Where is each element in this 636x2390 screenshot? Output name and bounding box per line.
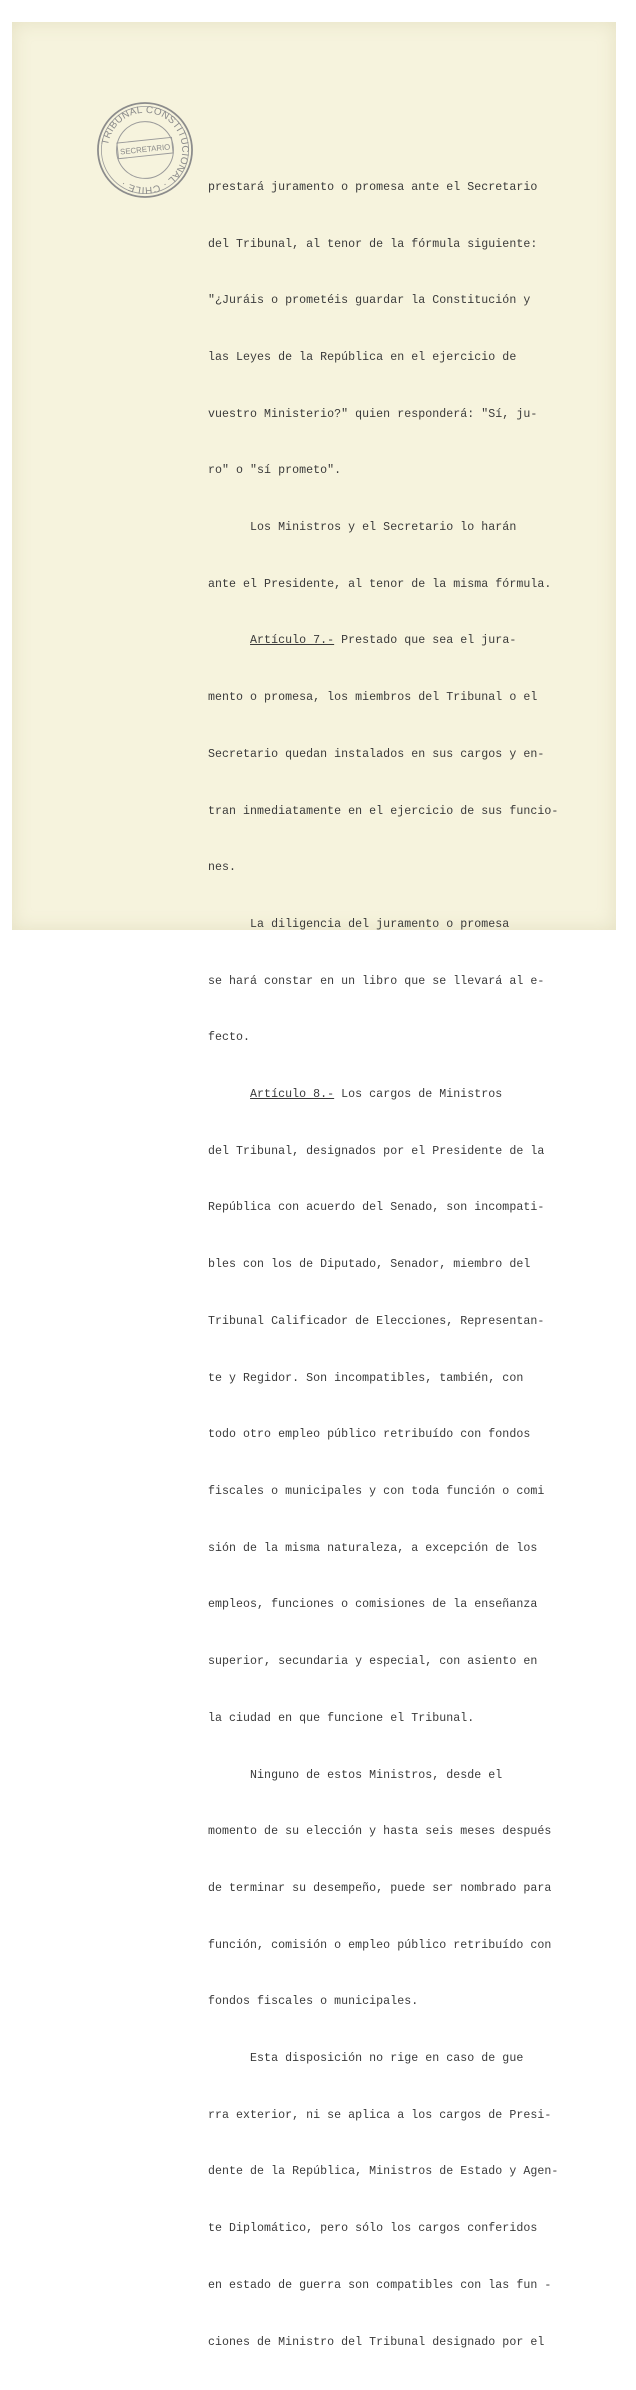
text-line: función, comisión o empleo público retribuído con	[208, 1938, 552, 1952]
text-line: empleos, funciones o comisiones de la enseñanza	[208, 1598, 538, 1612]
seal-inner-text: SECRETARIO	[119, 142, 171, 157]
text-line: superior, secundaria y especial, con asiento en	[208, 1655, 538, 1669]
text-line: rra exterior, ni se aplica a los cargos de Presi-	[208, 2108, 552, 2122]
text-line: Los Ministros y el Secretario lo harán	[208, 521, 517, 535]
text-line: sión de la misma naturaleza, a excepción de los	[208, 1541, 538, 1555]
text-line: del Tribunal, designados por el Presidente de la	[208, 1144, 545, 1158]
text-line: fondos fiscales o municipales.	[208, 1995, 419, 2009]
text-line: las Leyes de la República en el ejercicio de	[208, 350, 517, 364]
text-line: vuestro Ministerio?" quien responderá: "Sí, ju-	[208, 407, 538, 421]
text-line: ante el Presidente, al tenor de la misma fórmula.	[208, 577, 552, 591]
text-line: ro" o "sí prometo".	[208, 464, 342, 478]
text-line: todo otro empleo público retribuído con fondos	[208, 1428, 531, 1442]
article-7-heading-line: Artículo 7.- Prestado que sea el jura-	[250, 634, 517, 648]
text-line: en estado de guerra son compatibles con las fun -	[208, 2278, 552, 2292]
official-seal	[96, 101, 194, 199]
text-line: fecto.	[208, 1031, 251, 1045]
article-8-heading-line: Artículo 8.- Los cargos de Ministros	[250, 1088, 503, 1102]
document-page	[12, 22, 616, 2349]
text-line: se hará constar en un libro que se llevará al e-	[208, 974, 545, 988]
text-line: momento de su elección y hasta seis meses después	[208, 1825, 552, 1839]
text-line: Esta disposición no rige en caso de gue	[208, 2052, 524, 2066]
text-line: nes.	[208, 861, 237, 875]
text-line: prestará juramento o promesa ante el Secretario	[208, 180, 538, 194]
article-heading: Artículo 8.-	[250, 1088, 335, 1102]
text-line: Tribunal Calificador de Elecciones, Representan-	[208, 1314, 545, 1328]
text-line: dente de la República, Ministros de Estado y Agen-	[208, 2165, 559, 2179]
text-line: Ninguno de estos Ministros, desde el	[208, 1768, 503, 1782]
text-line: de terminar su desempeño, puede ser nombrado para	[208, 1881, 552, 1895]
text-line: La diligencia del juramento o promesa	[208, 917, 510, 931]
text-line: "¿Juráis o prometéis guardar la Constitución y	[208, 294, 531, 308]
text-line: bles con los de Diputado, Senador, miembro del	[208, 1258, 531, 1272]
text-line: ciones de Ministro del Tribunal designado por el	[208, 2335, 545, 2349]
document-body	[208, 141, 584, 2390]
seal-outer-text: TRIBUNAL CONSTITUCIONAL · CHILE ·	[100, 104, 191, 196]
text-line: mento o promesa, los miembros del Tribunal o el	[208, 691, 538, 705]
text-line: del Tribunal, al tenor de la fórmula siguiente:	[208, 237, 538, 251]
text-line: la ciudad en que funcione el Tribunal.	[208, 1711, 475, 1725]
text-line: te y Regidor. Son incompatibles, también, con	[208, 1371, 524, 1385]
text-line: fiscales o municipales y con toda función o comi	[208, 1484, 545, 1498]
article-heading: Artículo 7.-	[250, 634, 335, 648]
text-line: tran inmediatamente en el ejercicio de sus funcio-	[208, 804, 559, 818]
text-line: República con acuerdo del Senado, son incompati-	[208, 1201, 545, 1215]
text-line: Secretario quedan instalados en sus cargos y en-	[208, 747, 545, 761]
text-line: te Diplomático, pero sólo los cargos conferidos	[208, 2222, 538, 2236]
